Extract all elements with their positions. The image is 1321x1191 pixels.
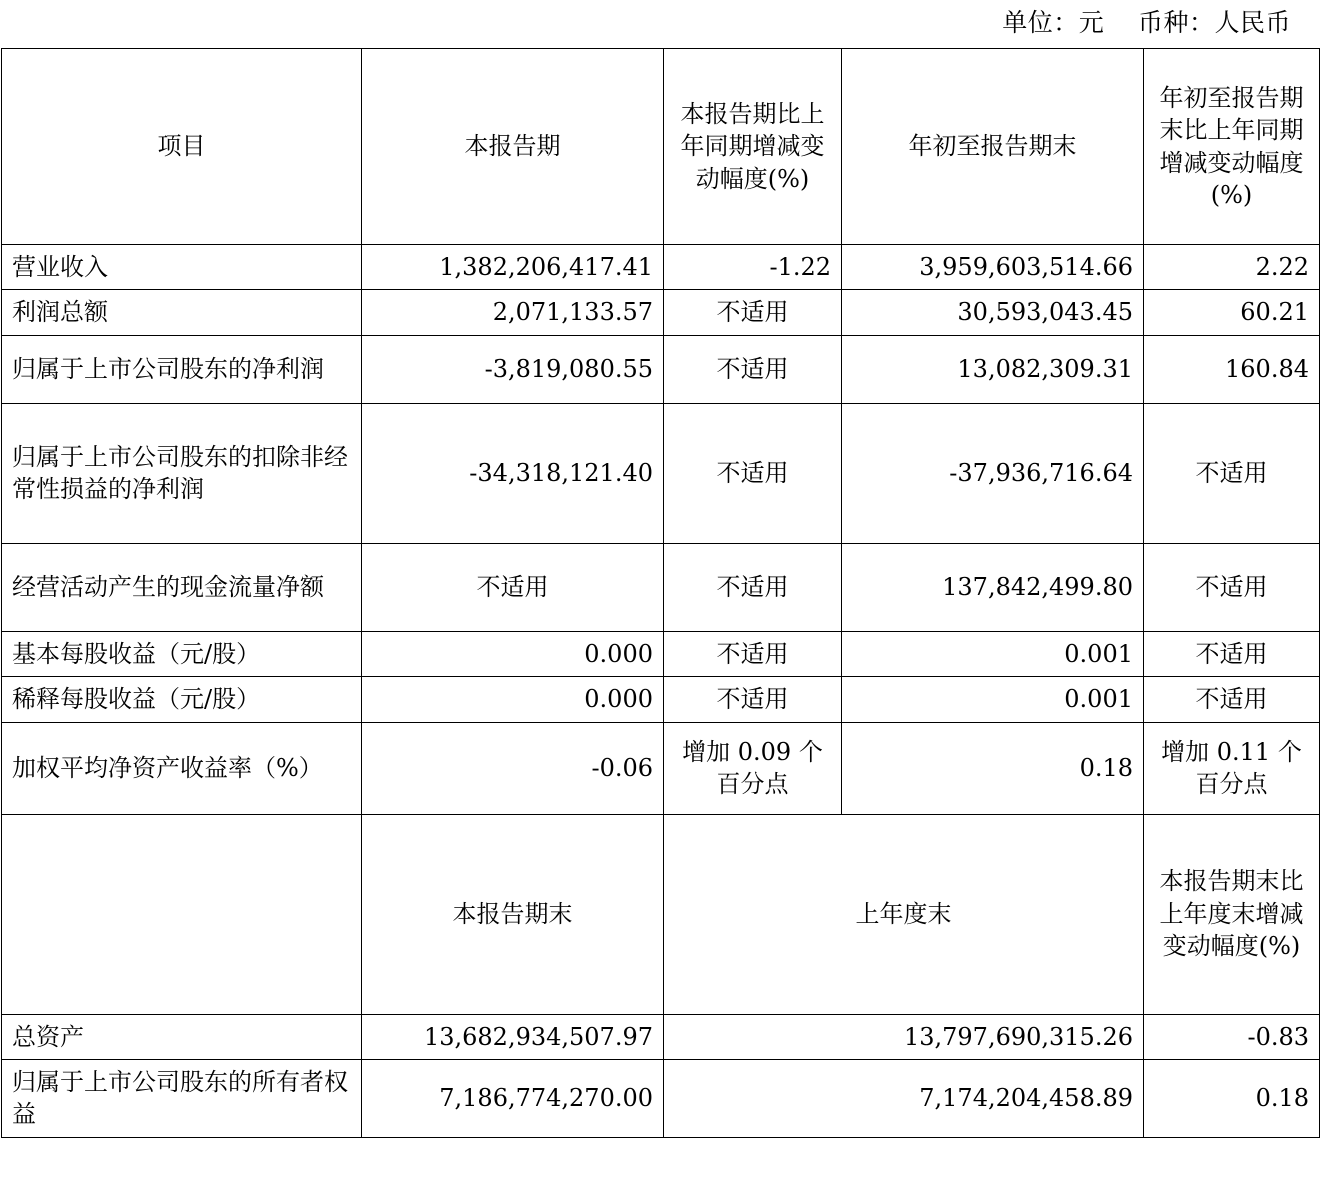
row-value-current: -3,819,080.55: [362, 335, 664, 403]
row-label: 稀释每股收益（元/股）: [2, 677, 362, 722]
subheader-period-end: 本报告期末: [362, 814, 664, 1014]
row-value-current-yoy: 不适用: [664, 290, 842, 335]
unit-note: 单位：元 币种：人民币: [1002, 8, 1291, 37]
table-subheader-row: [2, 814, 1320, 1014]
row-value-ytd: 0.001: [842, 631, 1144, 676]
row-value-change: -0.83: [1144, 1014, 1320, 1059]
row-label: 利润总额: [2, 290, 362, 335]
row-label: 总资产: [2, 1014, 362, 1059]
table-row: [2, 677, 1320, 722]
row-value-ytd-yoy: 不适用: [1144, 677, 1320, 722]
row-label: 基本每股收益（元/股）: [2, 631, 362, 676]
row-value-current-yoy: 不适用: [664, 403, 842, 543]
header-current-period: 本报告期: [362, 49, 664, 245]
row-value-prior-year-end: 13,797,690,315.26: [664, 1014, 1144, 1059]
row-value-current-yoy: 不适用: [664, 335, 842, 403]
row-value-current-yoy: 不适用: [664, 677, 842, 722]
table-row: [2, 1059, 1320, 1137]
row-value-ytd: 30,593,043.45: [842, 290, 1144, 335]
row-value-ytd: 13,082,309.31: [842, 335, 1144, 403]
row-label: 加权平均净资产收益率（%）: [2, 722, 362, 814]
row-value-current-yoy: -1.22: [664, 245, 842, 290]
header-item: 项目: [2, 49, 362, 245]
subheader-change: 本报告期末比上年度末增减变动幅度(%): [1144, 814, 1320, 1014]
row-value-ytd: 137,842,499.80: [842, 543, 1144, 631]
row-value-change: 0.18: [1144, 1059, 1320, 1137]
row-label: 归属于上市公司股东的净利润: [2, 335, 362, 403]
row-value-ytd: 3,959,603,514.66: [842, 245, 1144, 290]
table-row: [2, 335, 1320, 403]
row-value-current: 0.000: [362, 631, 664, 676]
row-value-current: -0.06: [362, 722, 664, 814]
subheader-blank: [2, 814, 362, 1014]
row-label: 营业收入: [2, 245, 362, 290]
table-row: [2, 543, 1320, 631]
row-value-ytd-yoy: 160.84: [1144, 335, 1320, 403]
table-row: [2, 290, 1320, 335]
row-label: 归属于上市公司股东的扣除非经常性损益的净利润: [2, 403, 362, 543]
row-value-ytd: -37,936,716.64: [842, 403, 1144, 543]
row-value-prior-year-end: 7,174,204,458.89: [664, 1059, 1144, 1137]
row-value-ytd-yoy: 不适用: [1144, 403, 1320, 543]
row-value-ytd-yoy: 60.21: [1144, 290, 1320, 335]
row-value-current: 0.000: [362, 677, 664, 722]
subheader-prior-year-end: 上年度末: [664, 814, 1144, 1014]
row-value-period-end: 7,186,774,270.00: [362, 1059, 664, 1137]
row-value-ytd-yoy: 不适用: [1144, 543, 1320, 631]
row-value-current: 1,382,206,417.41: [362, 245, 664, 290]
row-value-ytd: 0.001: [842, 677, 1144, 722]
row-value-period-end: 13,682,934,507.97: [362, 1014, 664, 1059]
row-label: 经营活动产生的现金流量净额: [2, 543, 362, 631]
row-value-current-yoy: 不适用: [664, 631, 842, 676]
header-ytd-yoy: 年初至报告期末比上年同期增减变动幅度(%): [1144, 49, 1320, 245]
table-row: [2, 631, 1320, 676]
row-value-ytd: 0.18: [842, 722, 1144, 814]
table-row: [2, 1014, 1320, 1059]
row-value-current: -34,318,121.40: [362, 403, 664, 543]
table-row: [2, 245, 1320, 290]
row-label: 归属于上市公司股东的所有者权益: [2, 1059, 362, 1137]
table-header-row: [2, 49, 1320, 245]
table-row: [2, 403, 1320, 543]
header-current-period-yoy: 本报告期比上年同期增减变动幅度(%): [664, 49, 842, 245]
row-value-ytd-yoy: 2.22: [1144, 245, 1320, 290]
table-row: [2, 722, 1320, 814]
row-value-ytd-yoy: 增加 0.11 个百分点: [1144, 722, 1320, 814]
row-value-current: 2,071,133.57: [362, 290, 664, 335]
row-value-current-yoy: 不适用: [664, 543, 842, 631]
row-value-current-yoy: 增加 0.09 个百分点: [664, 722, 842, 814]
header-ytd: 年初至报告期末: [842, 49, 1144, 245]
row-value-ytd-yoy: 不适用: [1144, 631, 1320, 676]
financial-summary-table: [1, 48, 1320, 1138]
row-value-current: 不适用: [362, 543, 664, 631]
